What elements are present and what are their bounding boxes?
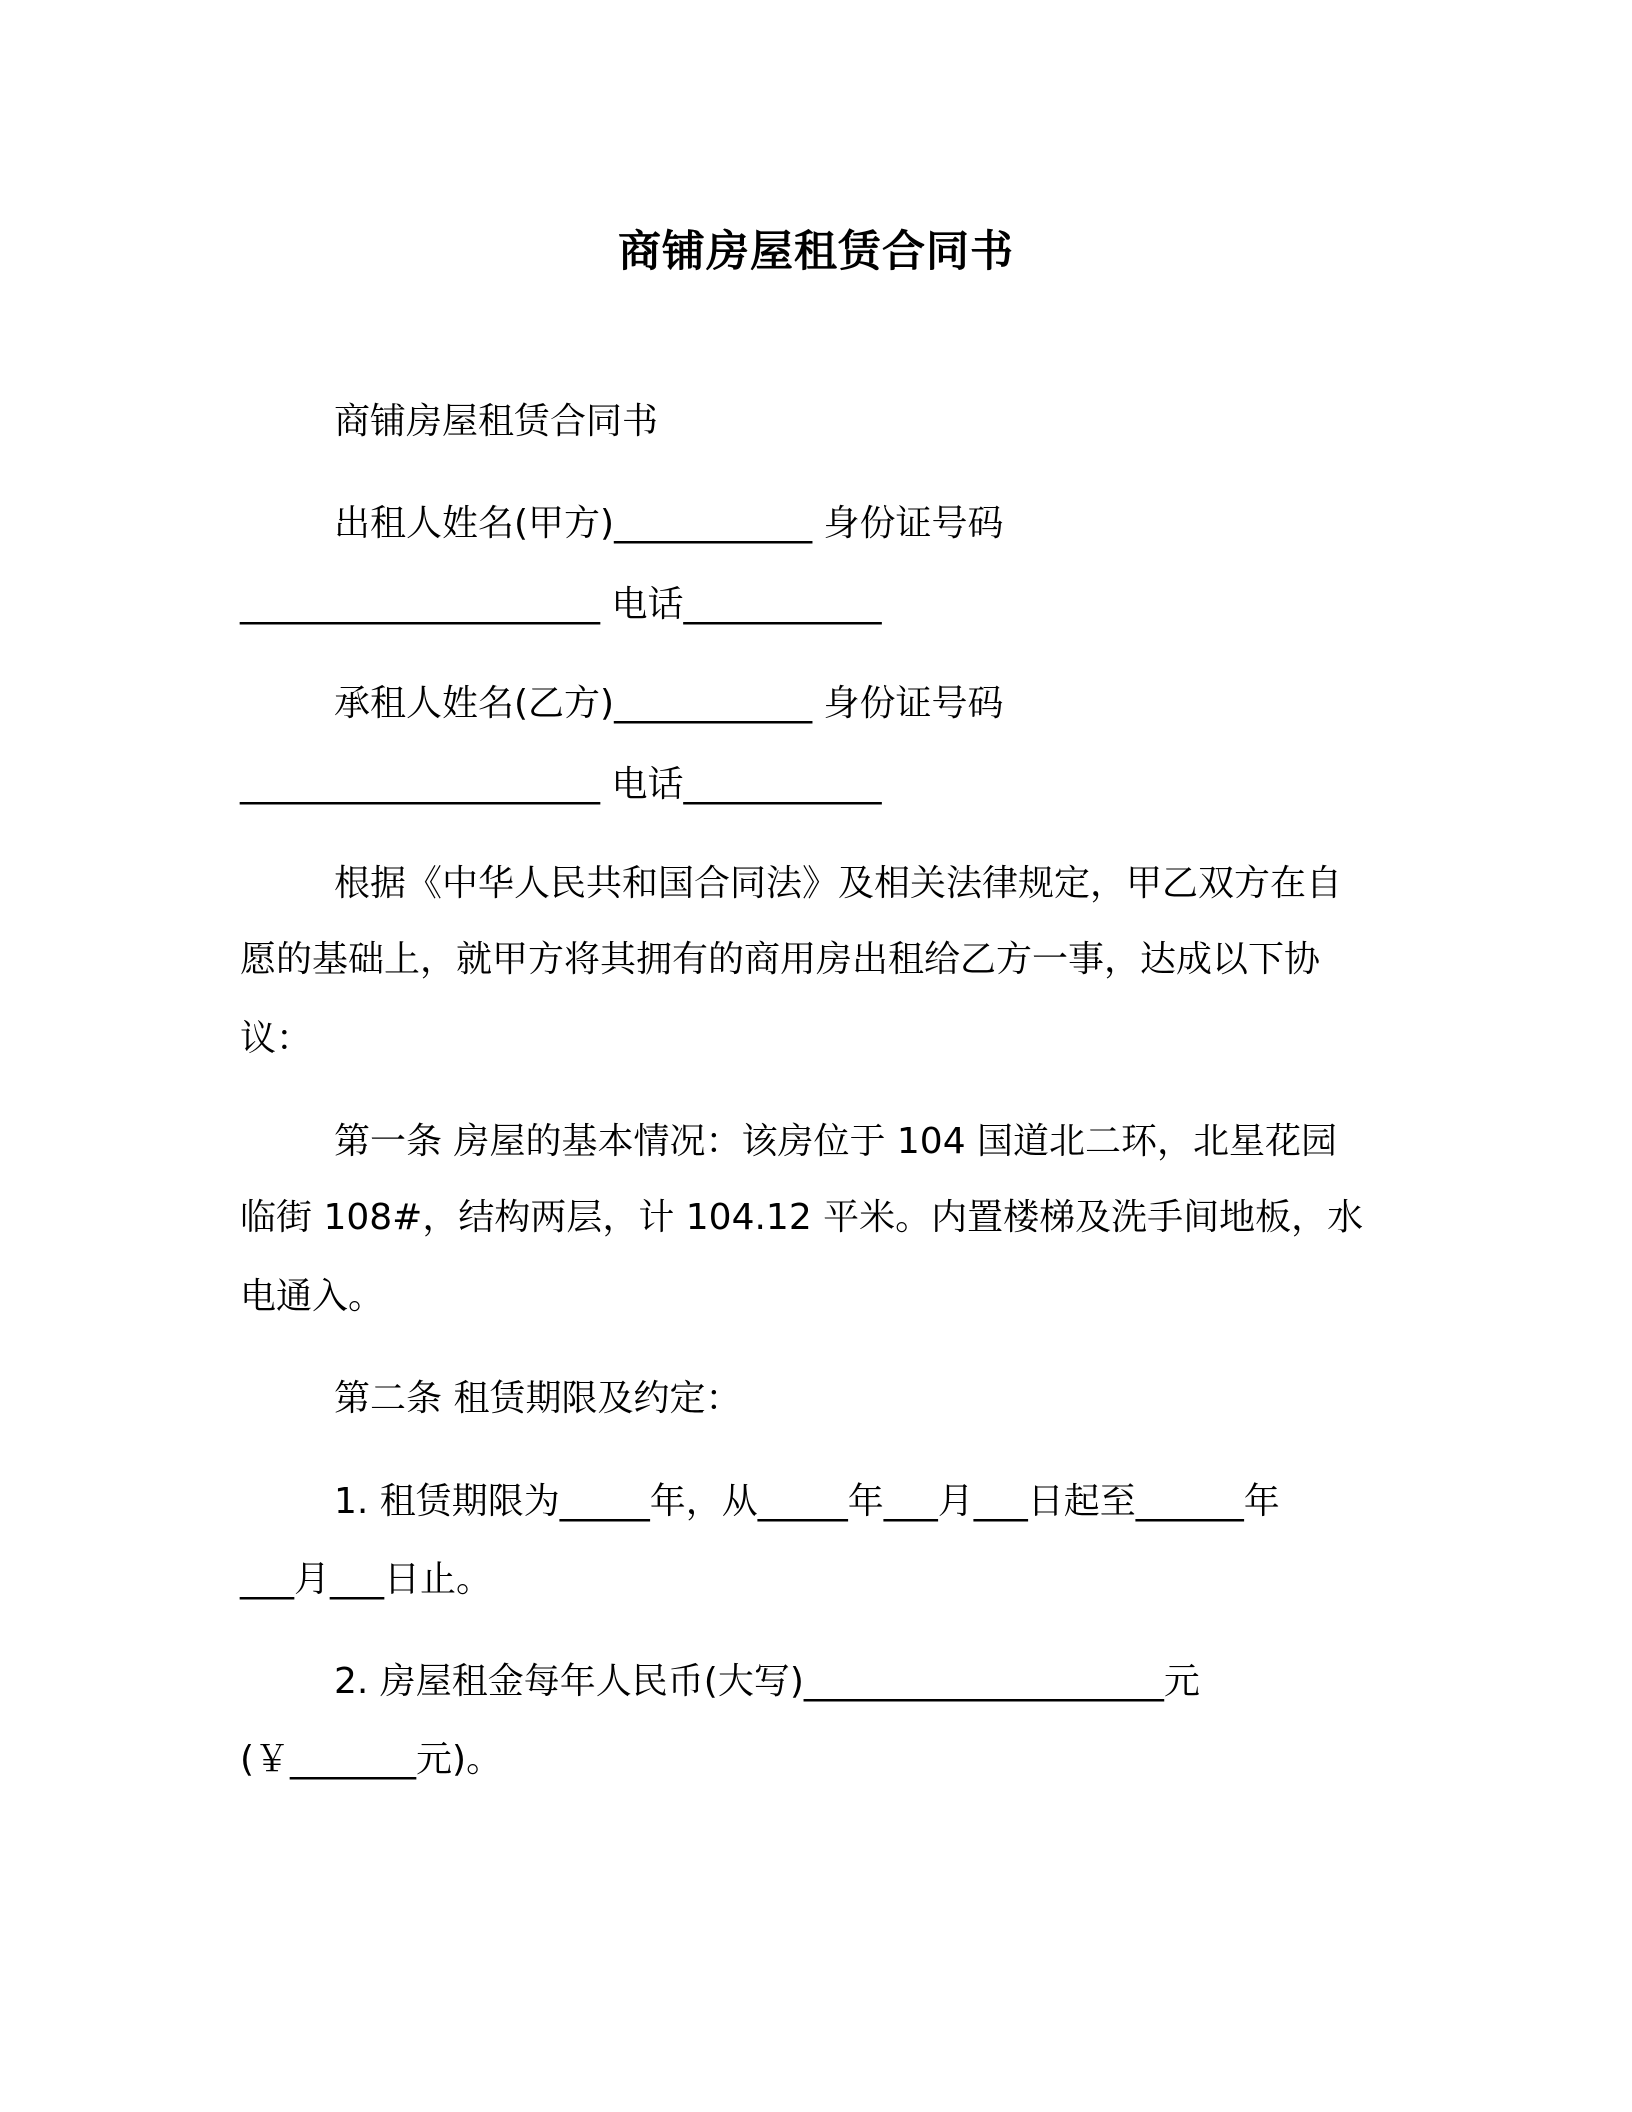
preamble-line-3: 议：	[240, 1018, 313, 1059]
article-2-item-2-line-1: 2. 房屋租金每年人民币(大写)____________________元	[334, 1661, 1200, 1702]
document-subtitle: 商铺房屋租赁合同书	[334, 401, 659, 442]
article-2-item-2-line-2: (￥_______元)。	[240, 1739, 503, 1780]
article-2-heading: 第二条 租赁期限及约定：	[334, 1378, 742, 1419]
preamble-line-2: 愿的基础上，就甲方将其拥有的商用房出租给乙方一事，达成以下协	[240, 939, 1321, 980]
party-b-line-2: ____________________ 电话___________	[240, 764, 882, 805]
preamble-line-1: 根据《中华人民共和国合同法》及相关法律规定，甲乙双方在自	[334, 863, 1343, 904]
article-1-line-3: 电通入。	[240, 1276, 385, 1317]
document-title: 商铺房屋租赁合同书	[618, 227, 1014, 277]
article-2-item-1-line-2: ___月___日止。	[240, 1559, 493, 1600]
party-b-line-1: 承租人姓名(乙方)___________ 身份证号码	[334, 683, 1004, 724]
party-a-line-2: ____________________ 电话___________	[240, 584, 882, 625]
article-1-line-1: 第一条 房屋的基本情况：该房位于 104 国道北二环，北星花园	[334, 1121, 1338, 1162]
party-a-line-1: 出租人姓名(甲方)___________ 身份证号码	[334, 503, 1004, 544]
article-1-line-2: 临街 108#，结构两层，计 104.12 平米。内置楼梯及洗手间地板，水	[240, 1197, 1364, 1238]
article-2-item-1-line-1: 1. 租赁期限为_____年，从_____年___月___日起至______年	[334, 1481, 1280, 1522]
